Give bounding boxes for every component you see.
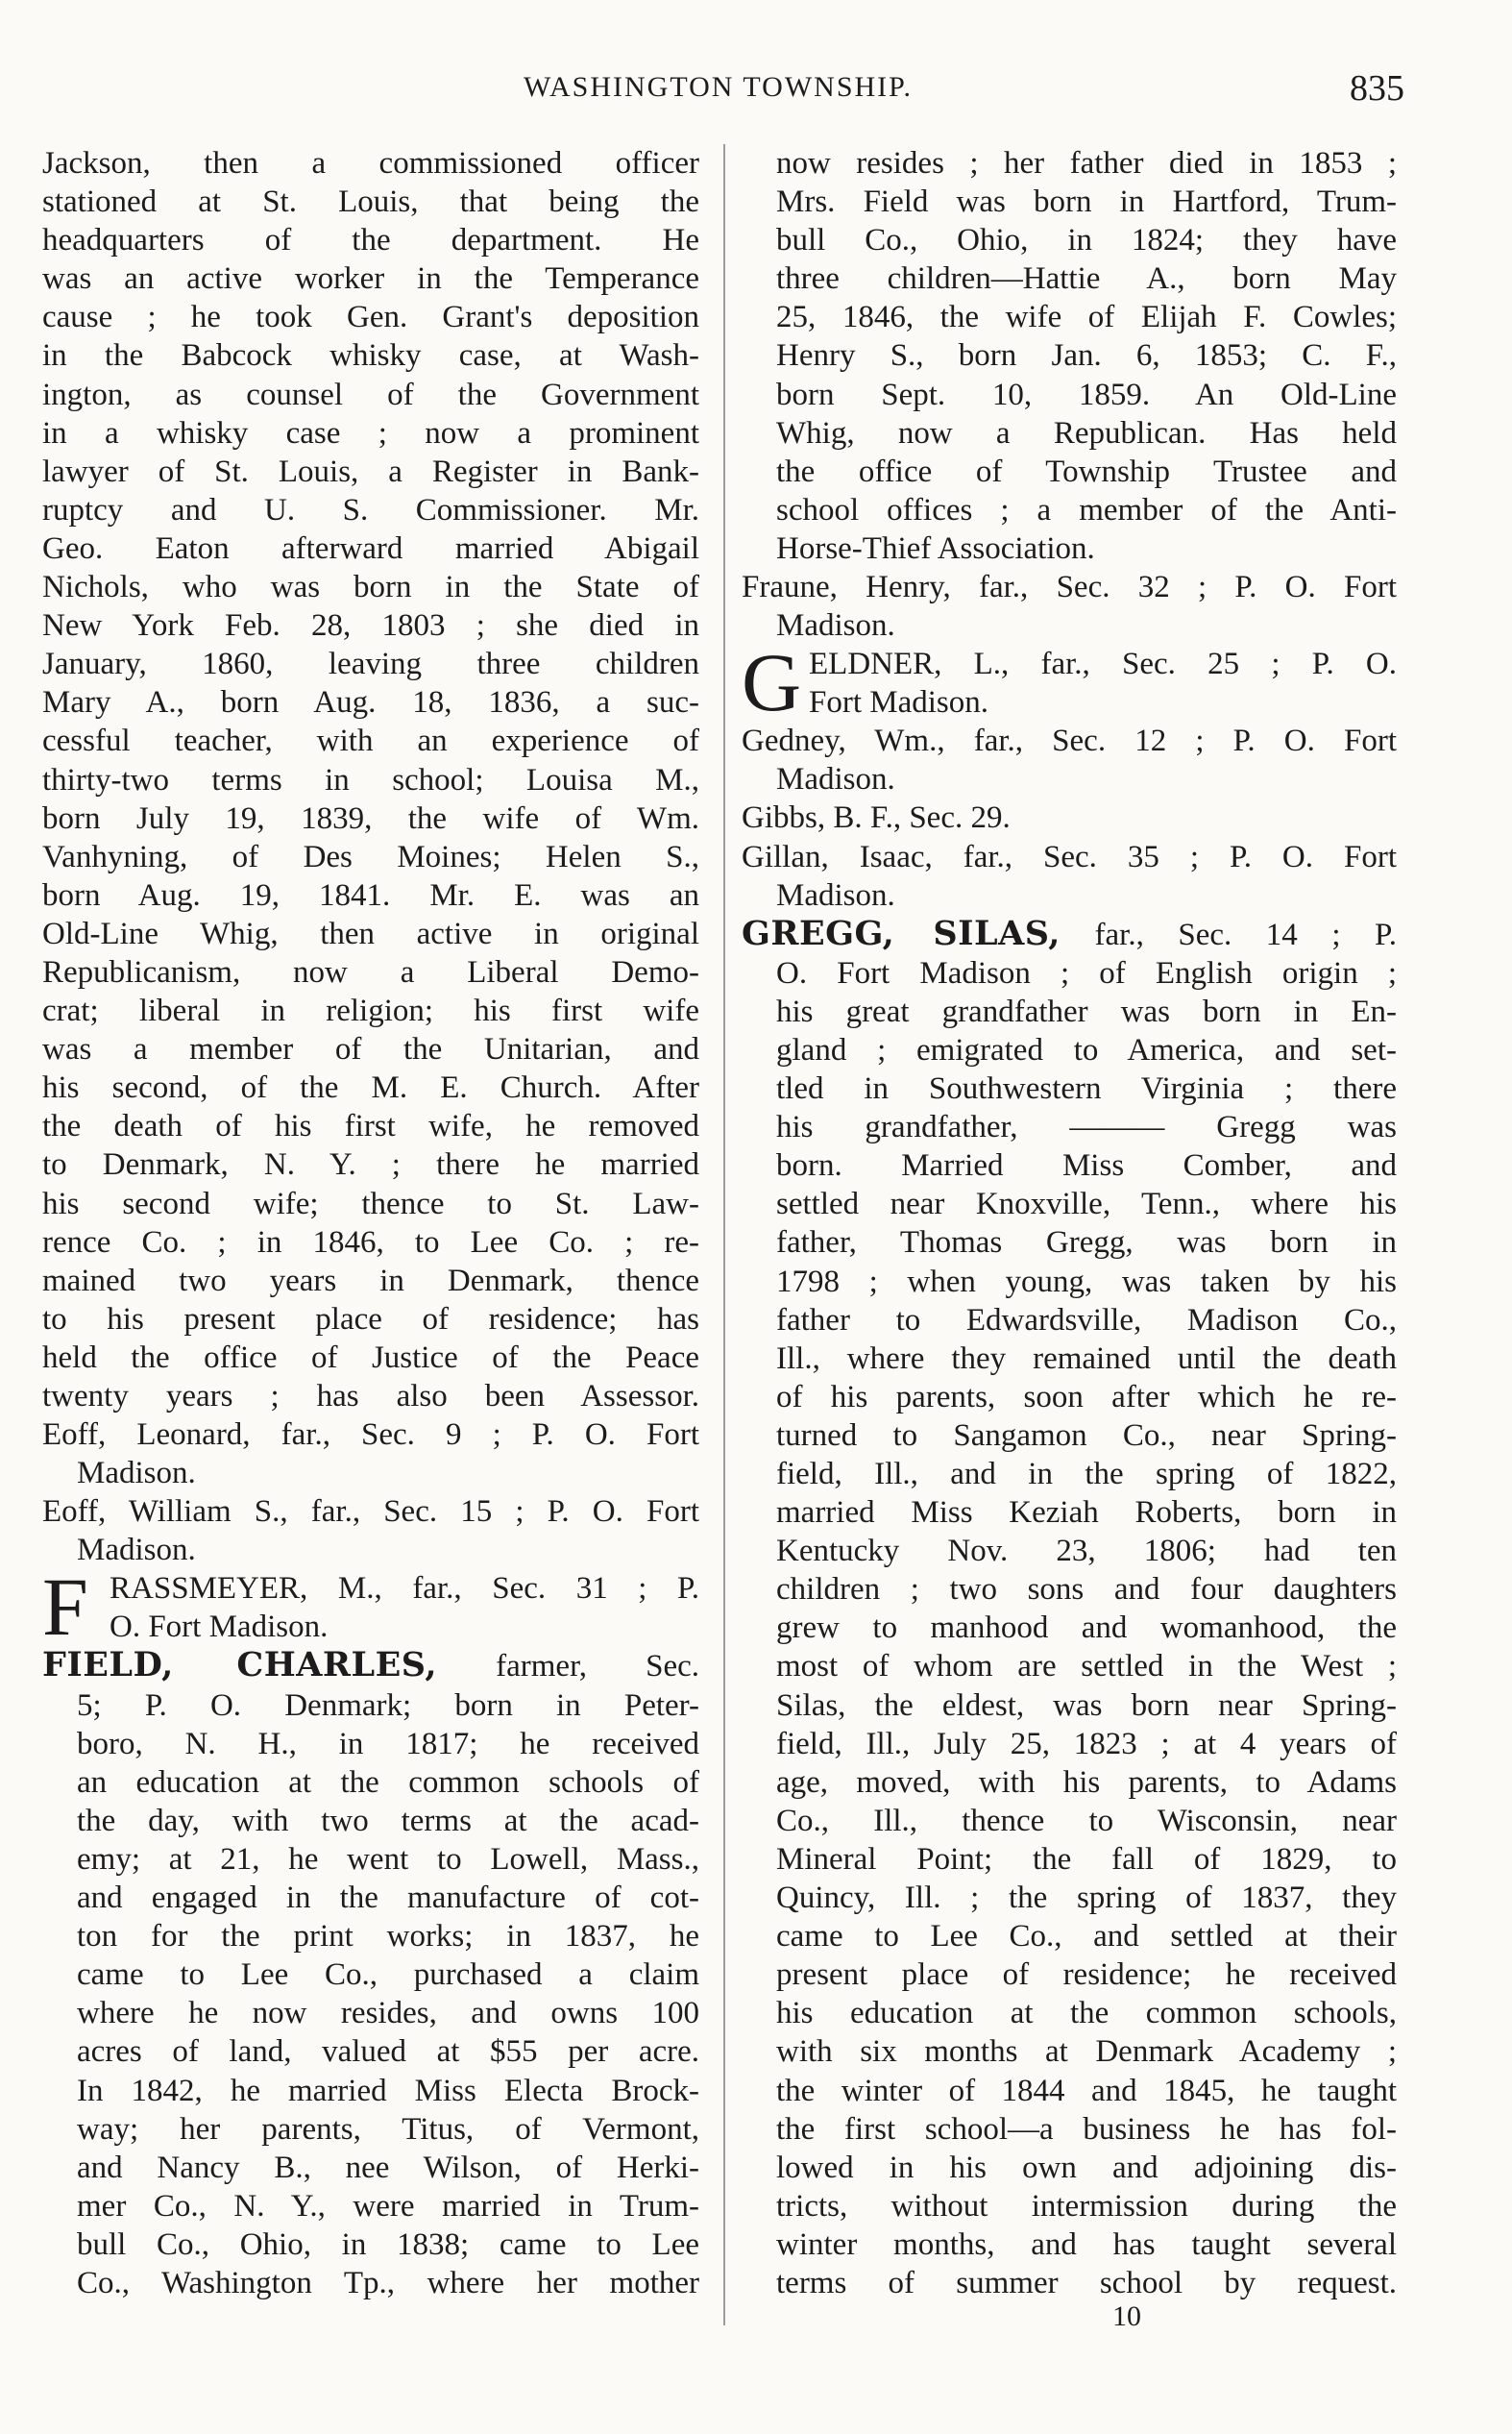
text-line: Jackson, then a commissioned officer <box>42 146 699 181</box>
text-line: Eoff, William S., far., Sec. 15 ; P. O. Fort <box>42 1494 699 1530</box>
text-line: Co., Washington Tp., where her mother <box>77 2265 699 2300</box>
text-line: held the office of Justice of the Peace <box>42 1340 699 1375</box>
text-line: turned to Sangamon Co., near Spring- <box>776 1417 1397 1453</box>
biography-entry-heading <box>742 915 1397 954</box>
text-line: born Aug. 19, 1841. Mr. E. was an <box>42 877 699 913</box>
text-line: came to Lee Co., purchased a claim <box>77 1957 699 1993</box>
text-line: in the Babcock whisky case, at Wash- <box>42 338 699 374</box>
text-line: gland ; emigrated to America, and set- <box>776 1032 1397 1068</box>
text-line: Henry S., born Jan. 6, 1853; C. F., <box>776 338 1397 374</box>
text-line: O. Fort Madison. <box>110 1610 329 1645</box>
text-line: age, moved, with his parents, to Adams <box>776 1764 1397 1800</box>
text-line: to his present place of residence; has <box>42 1301 699 1337</box>
signature-mark: 10 <box>1112 2300 1141 2333</box>
text-line: Mary A., born Aug. 18, 1836, a suc- <box>42 685 699 721</box>
text-line: and Nancy B., nee Wilson, of Herki- <box>77 2150 699 2185</box>
text-line: his education at the common schools, <box>776 1996 1397 2031</box>
text-line: winter months, and has taught several <box>776 2226 1397 2262</box>
text-line: ton for the print works; in 1837, he <box>77 1919 699 1955</box>
text-line: crat; liberal in religion; his first wife <box>42 994 699 1029</box>
text-line: the first school—a business he has fol- <box>776 2111 1397 2147</box>
text-line: way; her parents, Titus, of Vermont, <box>77 2111 699 2147</box>
page-number: 835 <box>1350 68 1404 109</box>
text-line: father, Thomas Gregg, was born in <box>776 1225 1397 1261</box>
text-line: stationed at St. Louis, that being the <box>42 184 699 220</box>
drop-cap-letter: F <box>42 1561 88 1654</box>
text-line: mained two years in Denmark, thence <box>42 1263 699 1298</box>
text-line: New York Feb. 28, 1803 ; she died in <box>42 608 699 644</box>
text-line: to Denmark, N. Y. ; there he married <box>42 1147 699 1183</box>
text-line: the office of Township Trustee and <box>776 454 1397 489</box>
text-line: Republicanism, now a Liberal Demo- <box>42 954 699 990</box>
text-line: Kentucky Nov. 23, 1806; had ten <box>776 1534 1397 1569</box>
text-line: lowed in his own and adjoining dis- <box>776 2150 1397 2185</box>
text-line: twenty years ; has also been Assessor. <box>42 1379 699 1414</box>
text-line: Mineral Point; the fall of 1829, to <box>776 1841 1397 1877</box>
text-line: came to Lee Co., and settled at their <box>776 1919 1397 1955</box>
text-line: Whig, now a Republican. Has held <box>776 415 1397 451</box>
text-line: Madison. <box>77 1533 196 1568</box>
text-line: three children—Hattie A., born May <box>776 261 1397 297</box>
text-line: Madison. <box>776 608 895 644</box>
entry-text: farmer, Sec. <box>437 1649 699 1684</box>
text-line: settled near Knoxville, Tenn., where his <box>776 1187 1397 1222</box>
text-line: mer Co., N. Y., were married in Trum- <box>77 2188 699 2224</box>
text-line: children ; two sons and four daughters <box>776 1572 1397 1608</box>
text-line: thirty-two terms in school; Louisa M., <box>42 762 699 798</box>
text-line: ruptcy and U. S. Commissioner. Mr. <box>42 492 699 528</box>
text-line: rence Co. ; in 1846, to Lee Co. ; re- <box>42 1224 699 1260</box>
column-rule <box>723 144 725 2325</box>
text-line: his great grandfather was born in En- <box>776 994 1397 1029</box>
text-line: of his parents, soon after which he re- <box>776 1379 1397 1414</box>
left-column <box>42 144 699 2302</box>
text-line: 5; P. O. Denmark; born in Peter- <box>77 1687 699 1723</box>
text-line: Silas, the eldest, was born near Spring- <box>776 1687 1397 1723</box>
text-line: present place of residence; he received <box>776 1957 1397 1993</box>
text-line: the death of his first wife, he removed <box>42 1109 699 1144</box>
text-line: the winter of 1844 and 1845, he taught <box>776 2073 1397 2108</box>
text-line: field, Ill., July 25, 1823 ; at 4 years of <box>776 1726 1397 1761</box>
text-line: Madison. <box>776 762 895 798</box>
drop-cap-letter: G <box>742 636 802 729</box>
text-line: was a member of the Unitarian, and <box>42 1032 699 1068</box>
text-line: field, Ill., and in the spring of 1822, <box>776 1457 1397 1491</box>
right-column <box>742 144 1397 2331</box>
text-line: Madison. <box>776 877 895 913</box>
text-line: Quincy, Ill. ; the spring of 1837, they <box>776 1881 1397 1916</box>
text-line: cessful teacher, with an experience of <box>42 724 699 759</box>
text-line: bull Co., Ohio, in 1824; they have <box>776 223 1397 258</box>
text-line: Gibbs, B. F., Sec. 29. <box>742 800 1011 836</box>
text-line: Gillan, Isaac, far., Sec. 35 ; P. O. Fort <box>742 839 1397 874</box>
text-line: where he now resides, and owns 100 <box>77 1996 699 2031</box>
text-line: Eoff, Leonard, far., Sec. 9 ; P. O. Fort <box>42 1417 699 1453</box>
text-line: Geo. Eaton afterward married Abigail <box>42 530 699 566</box>
text-line: with six months at Denmark Academy ; <box>776 2034 1397 2070</box>
text-line: grew to manhood and womanhood, the <box>776 1610 1397 1646</box>
running-header <box>0 68 1512 119</box>
text-line: was an active worker in the Temperance <box>42 261 699 297</box>
text-line: Horse-Thief Association. <box>776 530 1095 566</box>
person-name: FIELD, CHARLES, <box>42 1646 438 1685</box>
text-line: Co., Ill., thence to Wisconsin, near <box>776 1803 1397 1838</box>
text-line: acres of land, valued at $55 per acre. <box>77 2034 699 2070</box>
text-line: an education at the common schools of <box>77 1764 699 1800</box>
text-line: now resides ; her father died in 1853 ; <box>776 146 1397 181</box>
text-line: Old-Line Whig, then active in original <box>42 916 699 951</box>
text-line: his second, of the M. E. Church. After <box>42 1070 699 1106</box>
text-line: his second wife; thence to St. Law- <box>42 1186 699 1221</box>
text-line: Mrs. Field was born in Hartford, Trum- <box>776 184 1397 220</box>
running-title: WASHINGTON TOWNSHIP. <box>524 71 914 103</box>
text-line: Ill., where they remained until the death <box>776 1340 1397 1376</box>
text-line: 25, 1846, the wife of Elijah F. Cowles; <box>776 300 1397 335</box>
text-line: Vanhyning, of Des Moines; Helen S., <box>42 839 699 874</box>
text-line: RASSMEYER, M., far., Sec. 31 ; P. <box>110 1571 699 1607</box>
text-line: bull Co., Ohio, in 1838; came to Lee <box>77 2226 699 2262</box>
text-line: his grandfather, ——— Gregg was <box>776 1110 1397 1145</box>
text-line: born. Married Miss Comber, and <box>776 1148 1397 1184</box>
biography-entry-heading <box>42 1646 699 1685</box>
text-line: born Sept. 10, 1859. An Old-Line <box>776 377 1397 412</box>
text-line: in a whisky case ; now a prominent <box>42 415 699 451</box>
text-line: ington, as counsel of the Government <box>42 377 699 412</box>
dropcap-entry <box>42 1561 699 1654</box>
text-line: father to Edwardsville, Madison Co., <box>776 1302 1397 1338</box>
text-line: lawyer of St. Louis, a Register in Bank- <box>42 454 699 489</box>
text-line: born July 19, 1839, the wife of Wm. <box>42 800 699 836</box>
text-line: most of whom are settled in the West ; <box>776 1649 1397 1684</box>
text-line: emy; at 21, he went to Lowell, Mass., <box>77 1841 699 1877</box>
text-line: terms of summer school by request. <box>776 2265 1397 2300</box>
text-line: Madison. <box>77 1456 196 1491</box>
text-line: Fort Madison. <box>809 685 989 721</box>
text-line: Gedney, Wm., far., Sec. 12 ; P. O. Fort <box>742 724 1397 759</box>
text-line: In 1842, he married Miss Electa Brock- <box>77 2073 699 2108</box>
text-line: O. Fort Madison ; of English origin ; <box>776 955 1397 991</box>
entry-text: far., Sec. 14 ; P. <box>1060 917 1397 952</box>
text-line: January, 1860, leaving three children <box>42 647 699 682</box>
text-line: 1798 ; when young, was taken by his <box>776 1264 1397 1299</box>
text-line: tricts, without intermission during the <box>776 2188 1397 2224</box>
person-name: GREGG, SILAS, <box>742 914 1061 953</box>
text-line: and engaged in the manufacture of cot- <box>77 1881 699 1916</box>
text-line: ELDNER, L., far., Sec. 25 ; P. O. <box>809 647 1397 682</box>
text-line: cause ; he took Gen. Grant's deposition <box>42 300 699 335</box>
text-line: married Miss Keziah Roberts, born in <box>776 1495 1397 1531</box>
text-line: tled in Southwestern Virginia ; there <box>776 1071 1397 1107</box>
text-line: Fraune, Henry, far., Sec. 32 ; P. O. Fort <box>742 570 1397 605</box>
text-line: boro, N. H., in 1817; he received <box>77 1726 699 1761</box>
text-line: headquarters of the department. He <box>42 223 699 258</box>
text-line: school offices ; a member of the Anti- <box>776 492 1397 528</box>
dropcap-entry <box>742 636 1397 729</box>
text-line: the day, with two terms at the acad- <box>77 1803 699 1838</box>
text-line: Nichols, who was born in the State of <box>42 570 699 605</box>
